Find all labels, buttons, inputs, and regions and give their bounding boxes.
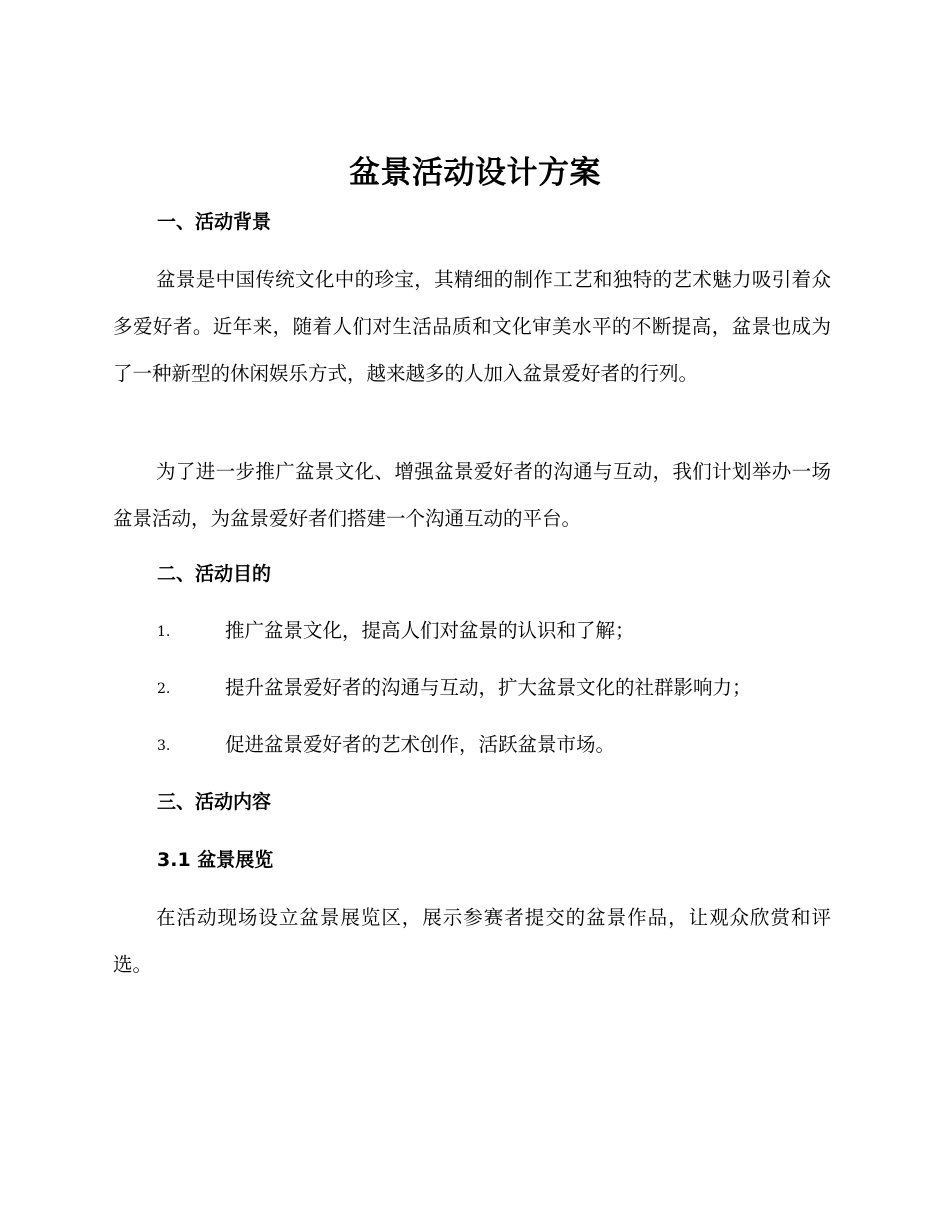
section-heading-content: 三、活动内容 bbox=[157, 791, 272, 813]
list-item-text: 推广盆景文化，提高人们对盆景的认识和了解； bbox=[225, 619, 635, 642]
paragraph-background-1: 盆景是中国传统文化中的珍宝，其精细的制作工艺和独特的艺术魅力吸引着众多爱好者。近年来，随着人们对生活品质和文化审美水平的不断提高，盆景也成为了一种新型的休闲娱乐方式，越来越多的人加入盆景爱好者的行列。 bbox=[113, 268, 831, 385]
section-heading-background: 一、活动背景 bbox=[157, 211, 272, 233]
paragraph-exhibition: 在活动现场设立盆景展览区，展示参赛者提交的盆景作品，让观众欣赏和评选。 bbox=[113, 906, 831, 976]
document-title: 盆景活动设计方案 bbox=[349, 155, 601, 191]
subsection-heading-exhibition: 3.1 盆景展览 bbox=[157, 849, 274, 871]
list-item-text: 提升盆景爱好者的沟通与互动，扩大盆景文化的社群影响力； bbox=[225, 676, 752, 699]
list-item-text: 促进盆景爱好者的艺术创作，活跃盆景市场。 bbox=[225, 733, 616, 756]
paragraph-background-2: 为了进一步推广盆景文化、增强盆景爱好者的沟通与互动，我们计划举办一场盆景活动，为盆景爱好者们搭建一个沟通互动的平台。 bbox=[113, 460, 831, 530]
list-item-number: 2. bbox=[157, 681, 171, 697]
section-heading-purpose: 二、活动目的 bbox=[157, 563, 272, 585]
list-item-number: 1. bbox=[157, 624, 171, 640]
list-item-number: 3. bbox=[157, 738, 171, 754]
